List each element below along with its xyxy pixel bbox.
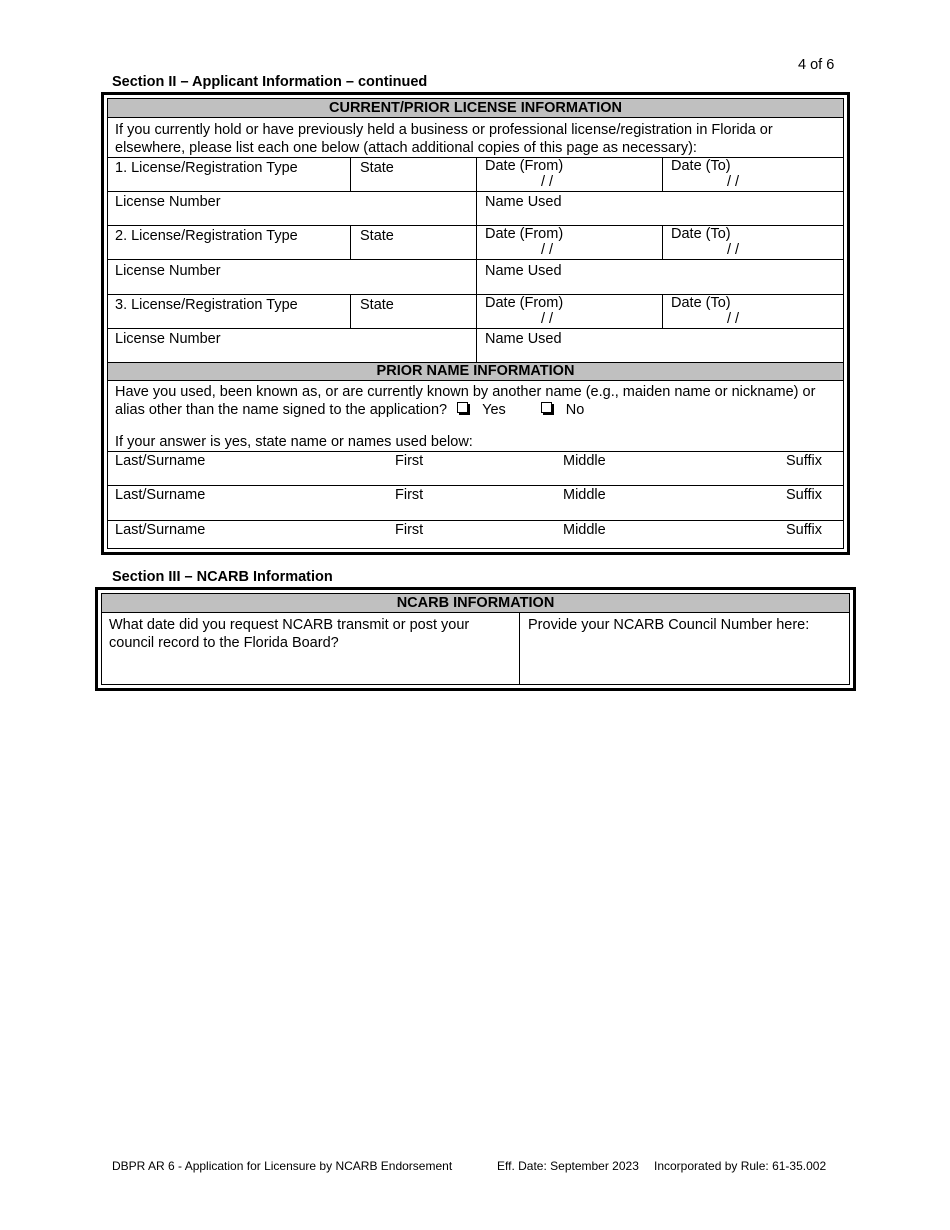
date-to-field[interactable]: Date (To) xyxy=(671,158,731,174)
prior-name-question xyxy=(115,384,835,419)
first-name-field[interactable]: First xyxy=(395,453,424,469)
date-from-separator: / / xyxy=(541,242,554,258)
footer-eff-date: Eff. Date: September 2023 xyxy=(497,1159,639,1173)
license-intro-text: If you currently hold or have previously held a business or professional license/registration in Florida or elsewhere, please list each one below (attach additional copies of this page as necessary): xyxy=(115,122,773,156)
ncarb-request-date-field[interactable]: What date did you request NCARB transmit or post your council record to the Florida Board? xyxy=(109,617,470,651)
license-info-header: CURRENT/PRIOR LICENSE INFORMATION xyxy=(108,99,843,118)
middle-name-field[interactable]: Middle xyxy=(563,453,606,469)
ncarb-info-table xyxy=(101,593,850,685)
date-to-separator: / / xyxy=(727,242,740,258)
first-name-field[interactable]: First xyxy=(395,522,424,538)
state-field[interactable]: State xyxy=(360,228,394,244)
suffix-field[interactable]: Suffix xyxy=(786,522,823,538)
date-from-separator: / / xyxy=(541,174,554,190)
footer-form-name: DBPR AR 6 - Application for Licensure by NCARB Endorsement xyxy=(112,1159,453,1173)
middle-name-field[interactable]: Middle xyxy=(563,522,606,538)
yes-label: Yes xyxy=(482,401,506,418)
footer-rule: Incorporated by Rule: 61-35.002 xyxy=(654,1159,827,1173)
ncarb-info-header: NCARB INFORMATION xyxy=(102,594,849,613)
no-label: No xyxy=(565,401,585,418)
license-type-field[interactable]: 1. License/Registration Type xyxy=(115,160,298,176)
license-number-field[interactable]: License Number xyxy=(115,263,221,279)
license-number-field[interactable]: License Number xyxy=(115,194,221,210)
name-used-field[interactable]: Name Used xyxy=(485,331,562,347)
last-name-field[interactable]: Last/Surname xyxy=(115,522,206,538)
date-to-field[interactable]: Date (To) xyxy=(671,226,731,242)
prior-name-instruction: If your answer is yes, state name or names used below: xyxy=(115,434,473,450)
license-info-frame xyxy=(101,92,850,555)
license-number-field[interactable]: License Number xyxy=(115,331,221,347)
last-name-field[interactable]: Last/Surname xyxy=(115,487,206,503)
date-to-separator: / / xyxy=(727,174,740,190)
name-used-field[interactable]: Name Used xyxy=(485,263,562,279)
yes-checkbox[interactable] xyxy=(457,402,468,413)
date-to-separator: / / xyxy=(727,311,740,327)
prior-name-header: PRIOR NAME INFORMATION xyxy=(108,363,843,381)
date-from-separator: / / xyxy=(541,311,554,327)
date-from-field[interactable]: Date (From) xyxy=(485,226,564,242)
ncarb-info-frame xyxy=(95,587,856,691)
ncarb-council-number-field[interactable]: Provide your NCARB Council Number here: xyxy=(528,617,810,633)
suffix-field[interactable]: Suffix xyxy=(786,487,823,503)
no-checkbox[interactable] xyxy=(541,402,552,413)
license-info-table xyxy=(107,98,844,549)
middle-name-field[interactable]: Middle xyxy=(563,487,606,503)
page-number: 4 of 6 xyxy=(798,57,835,73)
first-name-field[interactable]: First xyxy=(395,487,424,503)
suffix-field[interactable]: Suffix xyxy=(786,453,823,469)
license-type-field[interactable]: 2. License/Registration Type xyxy=(115,228,298,244)
date-from-field[interactable]: Date (From) xyxy=(485,158,564,174)
date-to-field[interactable]: Date (To) xyxy=(671,295,731,311)
license-type-field[interactable]: 3. License/Registration Type xyxy=(115,297,298,313)
section-2-title: Section II – Applicant Information – continued xyxy=(112,74,428,90)
date-from-field[interactable]: Date (From) xyxy=(485,295,564,311)
section-3-title: Section III – NCARB Information xyxy=(112,569,333,585)
state-field[interactable]: State xyxy=(360,160,394,176)
prior-name-question-text: Have you used, been known as, or are currently known by another name (e.g., maiden name or nickname) or alias other than the name signed to the application? xyxy=(115,384,816,418)
state-field[interactable]: State xyxy=(360,297,394,313)
name-used-field[interactable]: Name Used xyxy=(485,194,562,210)
last-name-field[interactable]: Last/Surname xyxy=(115,453,206,469)
